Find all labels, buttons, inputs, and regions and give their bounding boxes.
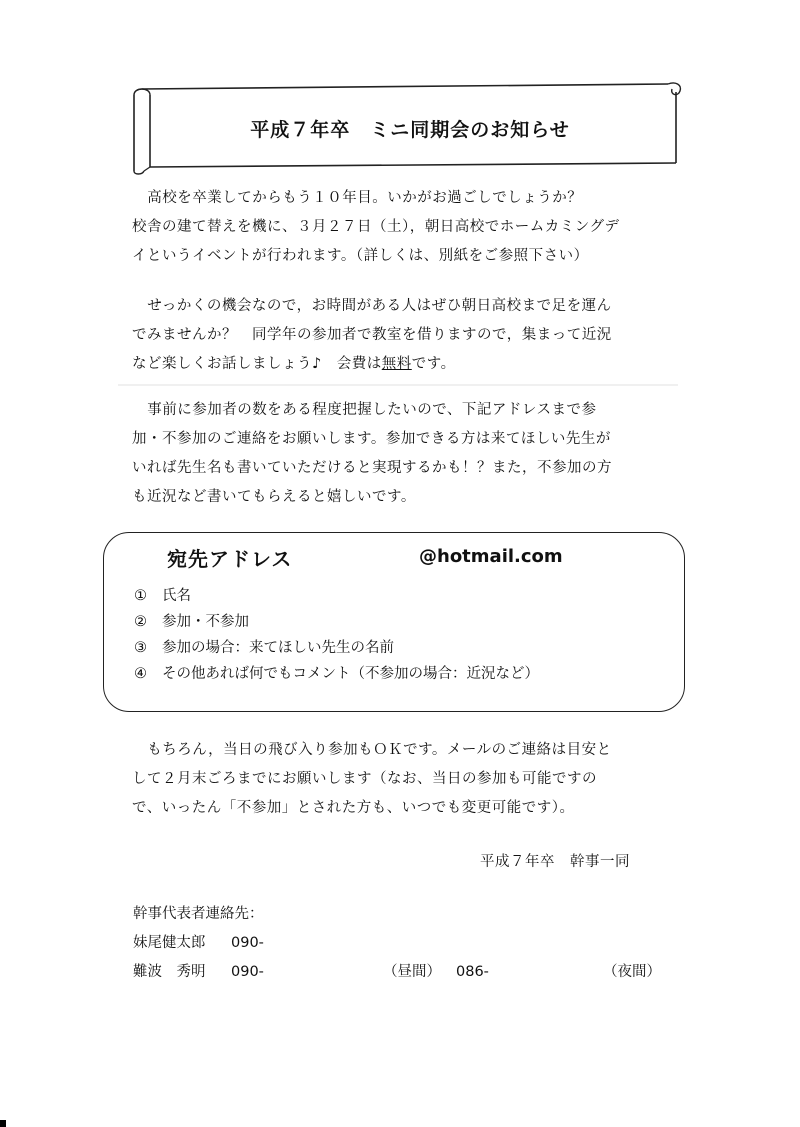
contacts-label-row [133, 900, 264, 929]
item-text: 参加・不参加 [162, 614, 249, 630]
walk-in-line: で、いったん「不参加」とされた方も、いつでも変更可能です）。 [132, 800, 575, 816]
contact-name: 難波 秀明 [133, 964, 206, 980]
invitation-line: せっかくの機会なので，お時間がある人はぜひ朝日高校まで足を運ん [147, 298, 612, 314]
paper-fold-line [118, 384, 678, 386]
nighttime-label: （夜間） [603, 964, 661, 980]
walk-in-paragraph [132, 736, 672, 823]
invitation-text: です。 [411, 356, 456, 372]
intro-line: イというイベントが行われます。（詳しくは、別紙をご参照下さい） [132, 248, 589, 264]
daytime-phone: 086- [456, 964, 489, 980]
intro-line: 校舎の建て替えを機に、３月２７日（土），朝日高校でホームカミングデ [132, 219, 620, 235]
address-heading: 宛先アドレス [167, 547, 293, 571]
free-fee-emphasis: 無料 [381, 356, 412, 372]
invitation-line [132, 350, 672, 379]
contact-name: 妹尾健太郎 [133, 935, 206, 951]
invitation-paragraph [132, 292, 672, 379]
list-item [134, 635, 539, 661]
scan-mark [0, 1120, 6, 1127]
list-item [134, 609, 539, 635]
item-number: ③ [134, 640, 147, 656]
rsvp-line: いれば先生名も書いていただけると実現するかも！？また，不参加の方 [132, 460, 612, 476]
intro-line: 高校を卒業してからもう１０年目。いかがお過ごしでしょうか？ [147, 190, 583, 206]
rsvp-line: 加・不参加のご連絡をお願いします。参加できる方は来てほしい先生が [132, 431, 611, 447]
rsvp-line: 事前に参加者の数をある程度把握したいので、下記アドレスまで参 [147, 402, 597, 418]
rsvp-paragraph [132, 396, 672, 512]
item-text: その他あれば何でもコメント（不参加の場合：近況など） [162, 666, 539, 682]
organizer-contacts [133, 900, 661, 987]
item-number: ① [134, 588, 147, 604]
item-number: ④ [134, 666, 147, 682]
walk-in-line: して２月末ごろまでにお願いします（なお、当日の参加も可能ですの [132, 771, 597, 787]
invitation-text: など楽しくお話しましょう♪ 会費は [132, 356, 382, 372]
intro-paragraph [132, 184, 672, 271]
address-box [103, 532, 685, 712]
list-item [134, 661, 539, 687]
contact-row [133, 958, 661, 987]
email-address: @hotmail.com [419, 546, 563, 567]
item-text: 参加の場合：来てほしい先生の名前 [162, 640, 394, 656]
invitation-line: でみませんか？ 同学年の参加者で教室を借りますので，集まって近況 [132, 327, 612, 343]
required-items-list [134, 583, 539, 687]
contact-row [133, 929, 264, 958]
contact-phone: 090- [231, 935, 264, 951]
walk-in-line: もちろん，当日の飛び入り参加もＯＫです。メールのご連絡は目安と [147, 742, 612, 758]
item-text: 氏名 [162, 588, 191, 604]
contacts-label: 幹事代表者連絡先： [133, 906, 264, 922]
rsvp-line: も近況など書いてもらえると嬉しいです。 [132, 489, 416, 505]
item-number: ② [134, 614, 147, 630]
contact-phone: 090- [231, 964, 264, 980]
signature: 平成７年卒 幹事一同 [480, 854, 630, 870]
daytime-label: （昼間） [383, 964, 441, 980]
page-title: 平成７年卒 ミニ同期会のお知らせ [250, 119, 570, 141]
list-item [134, 583, 539, 609]
